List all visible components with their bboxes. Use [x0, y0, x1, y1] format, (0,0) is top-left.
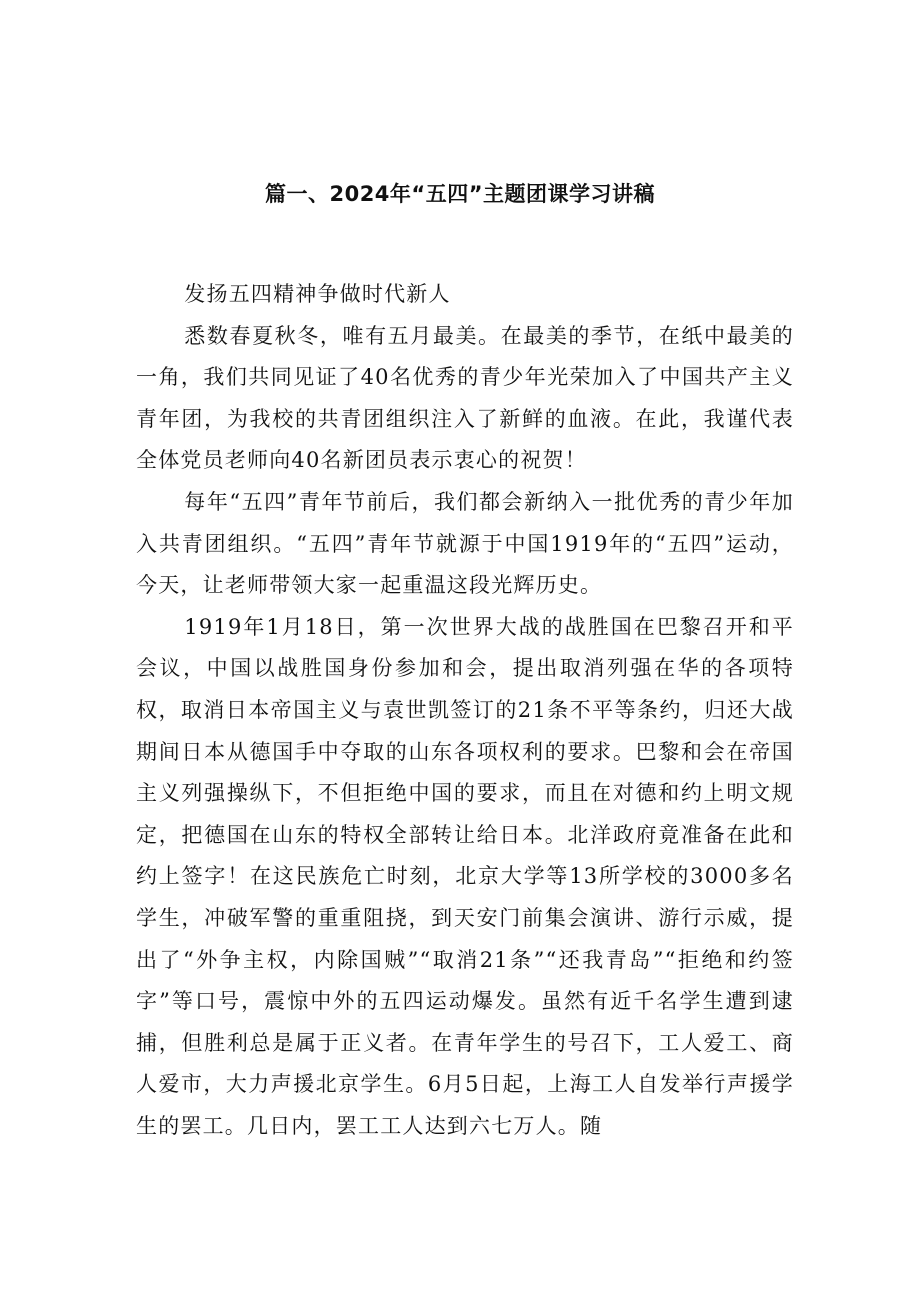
body-paragraph: 悉数春夏秋冬，唯有五月最美。在最美的季节，在纸中最美的一角，我们共同见证了40名优秀的青少年光荣加入了中国共产主义青年团，为我校的共青团组织注入了新鲜的血液。在此，我谨代表全体党员老师向40名新团员表示衷心的祝贺！	[136, 323, 794, 473]
body-paragraph: 每年“五四”青年节前后，我们都会新纳入一批优秀的青少年加入共青团组织。“五四”青年节就源于中国1919年的“五四”运动，今天，让老师带领大家一起重温这段光辉历史。	[136, 489, 794, 598]
document-body	[136, 274, 794, 1147]
document-title: 篇一、2024年“五四”主题团课学习讲稿	[264, 182, 656, 206]
body-paragraph: 1919年1月18日，第一次世界大战的战胜国在巴黎召开和平会议，中国以战胜国身份参加和会，提出取消列强在华的各项特权，取消日本帝国主义与袁世凯签订的21条不平等条约，归还大战期间日本从德国手中夺取的山东各项权利的要求。巴黎和会在帝国主义列强操纵下，不但拒绝中国的要求，而且在对德和约上明文规定，把德国在山东的特权全部转让给日本。北洋政府竟准备在此和约上签字！在这民族危亡时刻，北京大学等13所学校的3000多名学生，冲破军警的重重阻挠，到天安门前集会演讲、游行示威，提出了“外争主权，内除国贼”“取消21条”“还我青岛”“拒绝和约签字”等口号，震惊中外的五四运动爆发。虽然有近千名学生遭到逮捕，但胜利总是属于正义者。在青年学生的号召下，工人爱工、商人爱市，大力声援北京学生。6月5日起，上海工人自发举行声援学生的罢工。几日内，罢工工人达到六七万人。随	[136, 614, 794, 1138]
subtitle-paragraph: 发扬五四精神争做时代新人	[184, 282, 451, 306]
